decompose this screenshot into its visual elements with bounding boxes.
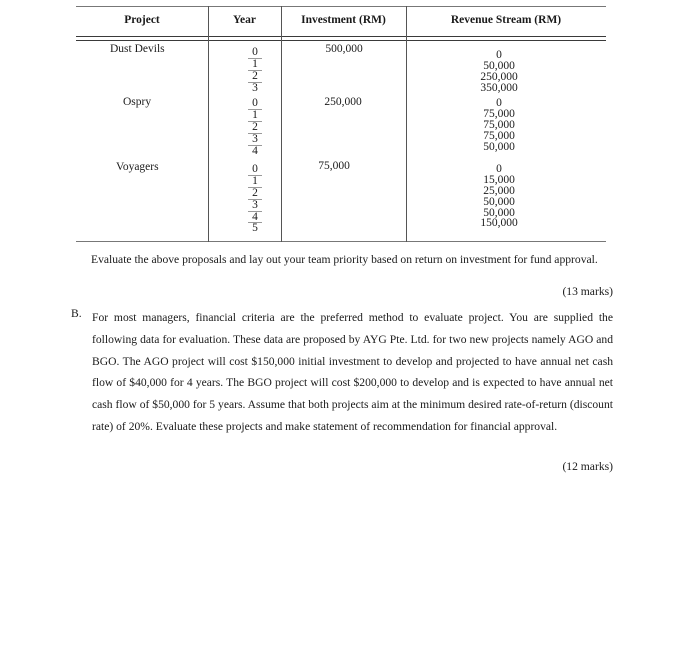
- year-cell: 1: [248, 110, 262, 122]
- revenue-cell: 150,000: [480, 217, 518, 230]
- question-a-marks: (13 marks): [562, 285, 613, 298]
- year-cell: 1: [248, 176, 262, 188]
- year-cell: 0: [248, 47, 262, 59]
- revenue-cell: 0: [496, 49, 502, 61]
- year-cell: 1: [248, 59, 262, 71]
- revenue-list: [474, 164, 524, 229]
- header-investment: Investment (RM): [301, 14, 386, 26]
- project-investment: 75,000: [318, 160, 350, 172]
- year-cell: 2: [248, 188, 262, 200]
- revenue-cell: 75,000: [483, 129, 515, 142]
- revenue-cell: 50,000: [483, 195, 515, 208]
- year-cell: 3: [252, 81, 258, 94]
- year-cell: 5: [252, 222, 258, 235]
- revenue-list: [474, 98, 524, 152]
- year-cell: 4: [248, 212, 262, 224]
- revenue-cell: 25,000: [483, 184, 515, 197]
- revenue-cell: 0: [496, 97, 502, 109]
- year-cell: 4: [252, 144, 258, 157]
- header-project: Project: [124, 14, 160, 26]
- project-investment: 500,000: [325, 43, 363, 55]
- revenue-cell: 75,000: [483, 118, 515, 131]
- year-cell: 0: [248, 164, 262, 176]
- revenue-cell: 15,000: [483, 173, 515, 186]
- revenue-cell: 50,000: [483, 206, 515, 219]
- year-list: [248, 98, 262, 156]
- header-year: Year: [233, 14, 256, 26]
- header-revenue-stream: Revenue Stream (RM): [450, 14, 562, 26]
- revenue-cell: 250,000: [480, 70, 518, 83]
- year-cell: 3: [248, 200, 262, 212]
- project-name: Ospry: [123, 96, 152, 108]
- project-investment: 250,000: [324, 96, 362, 108]
- question-b-label: B.: [71, 307, 82, 320]
- project-table: [76, 6, 606, 242]
- year-cell: 2: [248, 71, 262, 83]
- year-list: [248, 164, 262, 234]
- revenue-cell: 50,000: [483, 140, 515, 153]
- year-cell: 0: [248, 98, 262, 110]
- question-b-text: For most managers, financial criteria are the preferred method to evaluate project. You are supplied the following data for evaluation. These data are proposed by AYG Pte. Ltd. for two new projects namely AGO and BGO. The AGO project will cost $150,000 initial investment to develop and projected to have annual net cash flow of $40,000 for 4 years. The BGO project will cost $200,000 to develop and is expected to have annual net cash flow of $50,000 for 5 years. Assume that both projects aim at the minimum desired rate-of-return (discount rate) of 20%. Evaluate these projects and make statement of recommendation for financial approval.: [92, 311, 613, 433]
- revenue-cell: 350,000: [480, 81, 518, 94]
- project-name: Dust Devils: [110, 43, 165, 55]
- year-cell: 3: [248, 134, 262, 146]
- question-b-marks: (12 marks): [562, 460, 613, 473]
- revenue-cell: 50,000: [483, 59, 515, 72]
- year-list: [248, 47, 262, 94]
- revenue-cell: 0: [496, 163, 502, 175]
- question-a-text: Evaluate the above proposals and lay out your team priority based on return on investment for fund approval.: [91, 253, 598, 266]
- project-name: Voyagers: [116, 161, 159, 173]
- revenue-cell: 75,000: [483, 107, 515, 120]
- revenue-list: [474, 50, 524, 94]
- year-cell: 2: [248, 122, 262, 134]
